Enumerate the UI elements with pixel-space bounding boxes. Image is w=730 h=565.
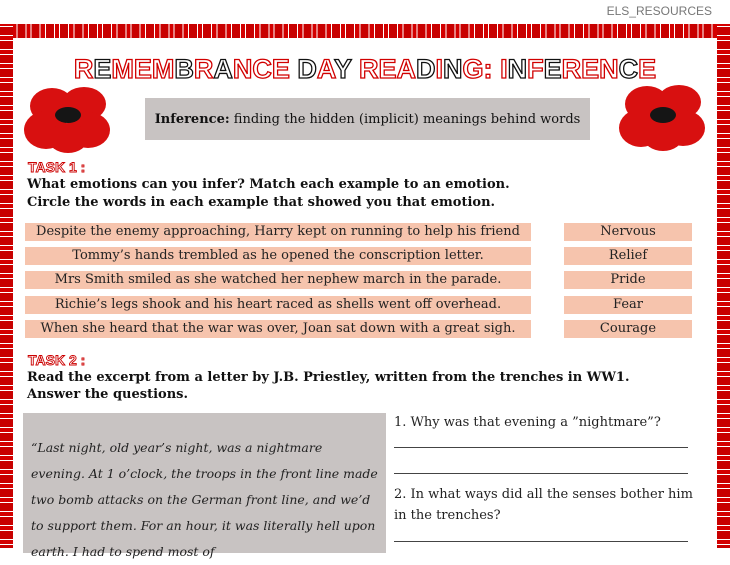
definition-term: Inference:: [154, 111, 230, 127]
task2-instruction: Answer the questions.: [27, 387, 188, 402]
question-1: 1. Why was that evening a ”nightmare”?: [394, 415, 661, 430]
example-row: Richie’s legs shook and his heart raced as shells went off overhead.: [25, 296, 531, 314]
example-row: Mrs Smith smiled as she watched her nephew march in the parade.: [25, 271, 531, 289]
poppy-border-top: [0, 24, 730, 38]
definition-box: [145, 98, 590, 140]
emotion-box: Nervous: [564, 223, 692, 241]
question-2: 2. In what ways did all the senses bother him in the trenches?: [394, 487, 693, 523]
task1-instruction: Circle the words in each example that showed you that emotion.: [27, 195, 496, 210]
page-title: REMEMBRANCE DAY READING: INFERENCE: [73, 54, 657, 84]
emotion-box: Fear: [564, 296, 692, 314]
task1-instruction: What emotions can you infer? Match each example to an emotion.: [27, 177, 510, 192]
watermark: ELS_RESOURCES: [606, 4, 712, 18]
example-row: When she heard that the war was over, Joan sat down with a great sigh.: [25, 320, 531, 338]
emotion-box: Pride: [564, 271, 692, 289]
poppy-icon: [22, 84, 114, 154]
emotion-box: Relief: [564, 247, 692, 265]
emotion-box: Courage: [564, 320, 692, 338]
task2-instruction: Read the excerpt from a letter by J.B. Priestley, written from the trenches in WW1.: [27, 370, 630, 385]
letter-excerpt: “Last night, old year’s night, was a nightmare evening. At 1 o’clock, the troops in the front line made two bomb attacks on the German front line, and we’d to support them. For an hour, it was literally hell upon earth. I had to spend most of: [23, 413, 386, 553]
poppy-border-left: [0, 24, 13, 548]
example-row: Tommy’s hands trembled as he opened the conscription letter.: [25, 247, 531, 265]
poppy-icon: [617, 82, 709, 152]
task2-label: TASK 2 :: [28, 352, 86, 368]
task1-label: TASK 1 :: [28, 159, 86, 175]
answer-line[interactable]: [394, 541, 688, 542]
poppy-border-right: [717, 24, 730, 548]
answer-line[interactable]: [394, 473, 688, 474]
example-row: Despite the enemy approaching, Harry kept on running to help his friend: [25, 223, 531, 241]
answer-line[interactable]: [394, 447, 688, 448]
definition-text: finding the hidden (implicit) meanings behind words: [229, 111, 581, 127]
